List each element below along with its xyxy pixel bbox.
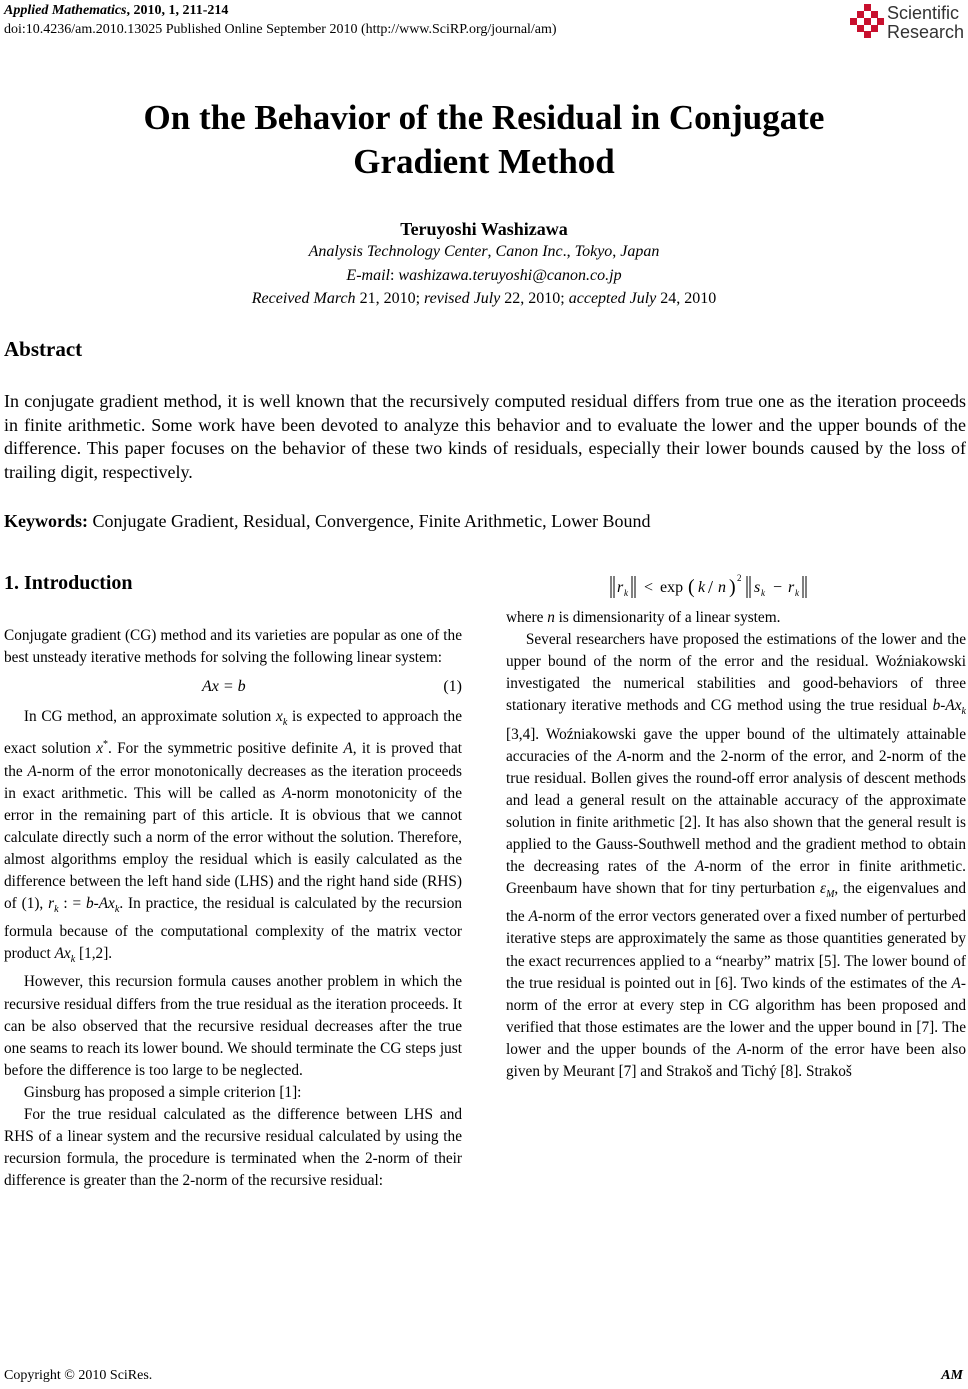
- svg-text:n: n: [718, 579, 726, 596]
- keywords-text: Conjugate Gradient, Residual, Convergence, Finite Arithmetic, Lower Bound: [88, 511, 651, 531]
- affil-city: Tokyo: [574, 243, 613, 260]
- svg-text:r: r: [788, 579, 795, 596]
- paragraph: Several researchers have proposed the estimations of the lower and the upper bound of the norm of the error and the residual. Woźniakowski investigated the numerical stabilities and good-behaviors of three stationary iterative methods and CG method using the true residual $b-Ax_k$ [3,4]. Woźniakowski gave the upper bound of the ultimately attainable accuracies of the A-norm and the 2-norm of the error, and 2-norm of the true residual. Bollen gives the round-off error analysis of descent methods and lead a general result on the attainable accuracy of the approximate solution in finite arithmetic [2]. It has also shown that the general result is applied to the Gauss-Southwell method and the gradient method to obtain the decreasing rates of the A-norm of the error in finite arithmetic. Greenbaum have shown that for tiny perturbation $\varepsilon_M$, the eigenvalues and the A-norm of the error vectors generated over a fixed number of perturbed iterative steps are approximately the same as those quantities generated by the exact recurrences applied to a “nearby” matrix [5]. The lower bound of the true residual is pointed out in [6]. Two kinds of the estimates of the A-norm of the error at every step in CG algorithm has been proposed and verified that those estimates are the lower and the upper bound in [7]. The lower and the upper bounds of the A-norm of the error have been also given by Meurant [7] and Strakoš and Tichý [8]. Strakoš: [506, 631, 967, 1080]
- svg-text:s: s: [754, 579, 761, 596]
- section-heading: 1. Introduction: [4, 572, 133, 594]
- author-name: Teruyoshi Washizawa: [400, 219, 568, 239]
- logo-text-line1: Scientific: [887, 3, 960, 23]
- paper-title: [0, 96, 968, 184]
- journal-volume: , 2010, 1, 211-214: [126, 3, 229, 18]
- paragraph: where n is dimensionarity of a linear system.: [506, 609, 781, 626]
- publisher-logo: [850, 2, 968, 44]
- abstract-heading: Abstract: [4, 337, 83, 361]
- equation-2-formula: [608, 571, 868, 605]
- svg-text:k: k: [795, 588, 799, 598]
- svg-text:k: k: [761, 588, 765, 598]
- equation-1: [4, 669, 462, 706]
- logo-text-line2: Research: [887, 22, 965, 42]
- affil-country: Japan: [620, 243, 660, 260]
- equation-1-number: (1): [443, 678, 462, 696]
- doi-line: doi:10.4236/am.2010.13025 Published Online September 2010 (http://www.SciRP.org/journal/am): [4, 22, 557, 37]
- received-date: 21, 2010;: [359, 290, 421, 307]
- equation-1-body: Ax = b: [202, 678, 246, 696]
- svg-text:r: r: [617, 579, 624, 596]
- received-label: Received March: [251, 290, 356, 307]
- title-line-2: Gradient Method: [353, 142, 615, 181]
- title-line-1: On the Behavior of the Residual in Conjugate: [143, 98, 825, 137]
- email-line: E-mail: washizawa.teruyoshi@canon.co.jp: [346, 267, 622, 284]
- journal-abbreviation: AM: [941, 1368, 963, 1383]
- svg-text:−: −: [773, 579, 783, 596]
- paragraph: However, this recursion formula causes another problem in which the recursive residual differs from the true residual as the iteration proceeds. It can be also observed that the recursive residual decreases after the true one seams to reach its lower bound. We should terminate the CG steps just before the difference is too large to be neglected.: [4, 973, 462, 1079]
- accepted-date: 24, 2010: [660, 290, 717, 307]
- svg-text:<: <: [644, 579, 654, 596]
- paragraph: For the true residual calculated as the difference between LHS and RHS of a linear system and the recursive residual calculated by using the recursion formula, the procedure is terminated when the 2-norm of their difference is greater than the 2-norm of the recursive residual:: [4, 1106, 462, 1190]
- abstract-text: In conjugate gradient method, it is well known that the recursively computed residual differs from true one as the iteration proceeds in finite arithmetic. Some work have been devoted to analyze this behavior and to evaluate the lower and the upper bounds of the difference. This paper focuses on the behavior of these two kinds of residuals, especially their lower bounds caused by the loss of trailing digit, respectively.: [4, 391, 966, 482]
- email-label: E-mail: [346, 267, 390, 284]
- copyright-notice: Copyright © 2010 SciRes.: [4, 1368, 153, 1383]
- svg-text:(: (: [688, 576, 695, 598]
- affil-company: Canon Inc: [495, 243, 563, 260]
- keywords-line: [4, 511, 651, 532]
- email-address: washizawa.teruyoshi@canon.co.jp: [398, 267, 622, 284]
- svg-text:/: /: [708, 577, 714, 597]
- right-column: [506, 569, 966, 1083]
- accepted-label: accepted July: [568, 290, 657, 307]
- scientific-research-logo-icon: [850, 4, 884, 38]
- paragraph: In CG method, an approximate solution $x_k$ is expected to approach the exact solution x*. For the symmetric positive definite A, it is proved that the A-norm of the error monotonically decreases as the iteration proceeds in exact arithmetic. This will be called as A-norm monotonicity of the error in the remaining part of this article. It is obvious that we cannot calculate directly such a norm of the error without the solution. Therefore, almost algorithms employ the residual which is easily calculated as the difference between the left hand side (LHS) and the right hand side (RHS) of (1), $r_k$ : = $b-Ax_k$. In practice, the residual is calculated by the recursion formula because of the computational complexity of the matrix vector product $Ax_k$ [1,2].: [4, 708, 462, 966]
- paragraph: Ginsburg has proposed a simple criterion [1]:: [23, 1083, 302, 1101]
- revised-date: 22, 2010;: [504, 290, 565, 307]
- journal-name: Applied Mathematics: [4, 3, 127, 18]
- affil-center: Analysis Technology Center: [308, 243, 488, 260]
- dates-line: [0, 290, 968, 308]
- revised-label: revised July: [424, 290, 501, 307]
- keywords-label: Keywords:: [4, 511, 88, 531]
- svg-text:2: 2: [737, 573, 742, 583]
- svg-text:): ): [729, 576, 736, 598]
- svg-text:k: k: [624, 588, 628, 598]
- left-column: [4, 625, 462, 1192]
- paragraph: Conjugate gradient (CG) method and its varieties are popular as one of the best unsteady iterative methods for solving the following linear system:: [4, 627, 462, 667]
- svg-text:k: k: [698, 579, 706, 596]
- affiliation: Analysis Technology Center, Canon Inc., Tokyo, Japan: [308, 243, 660, 260]
- journal-citation: [4, 3, 228, 19]
- svg-text:exp: exp: [660, 579, 684, 596]
- equation-2: [506, 569, 966, 607]
